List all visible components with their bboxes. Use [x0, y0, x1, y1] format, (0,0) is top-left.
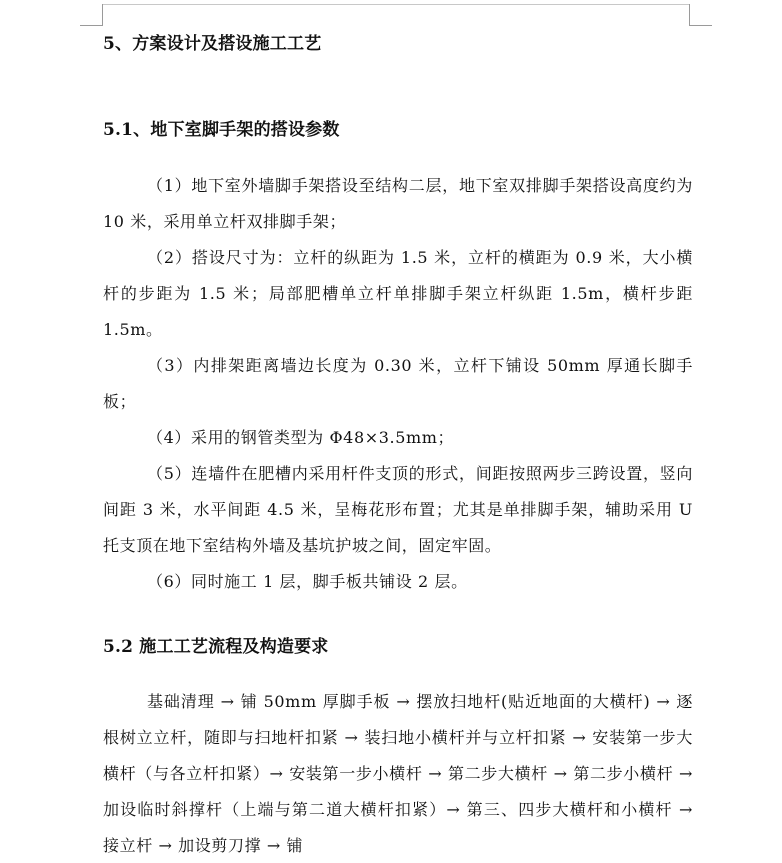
section-heading-5: 5、方案设计及搭设施工工艺 [103, 34, 322, 54]
paragraph-item-6: （6）同时施工 1 层，脚手板共铺设 2 层。 [147, 572, 468, 591]
crop-mark-top-right-horizontal [689, 25, 712, 26]
page-top-border [102, 4, 690, 5]
paragraph-item-5: （5）连墙件在肥槽内采用杆件支顶的形式，间距按照两步三跨设置，竖向间距 3 米，水平间距 4.5 米，呈梅花形布置；尤其是单排脚手架，辅助采用 U 托支顶在地下室结构外墙及基坑护坡之间，固定牢固。 [103, 464, 693, 555]
paragraph-item-2: （2）搭设尺寸为：立杆的纵距为 1.5 米，立杆的横距为 0.9 米，大小横杆的步距为 1.5 米；局部肥槽单立杆单排脚手架立杆纵距 1.5m，横杆步距 1.5m。 [103, 248, 693, 339]
paragraph-item-1: （1）地下室外墙脚手架搭设至结构二层，地下室双排脚手架搭设高度约为 10 米，采用单立杆双排脚手架； [103, 176, 693, 231]
paragraph-item-4: （4）采用的钢管类型为 Φ48×3.5mm； [147, 428, 455, 447]
paragraph-item-3: （3）内排架距离墙边长度为 0.30 米，立杆下铺设 50mm 厚通长脚手板； [103, 356, 693, 411]
crop-mark-top-right [689, 4, 690, 26]
crop-mark-top-left [102, 4, 103, 26]
section-heading-5-2: 5.2 施工工艺流程及构造要求 [103, 637, 329, 657]
section-heading-5-1: 5.1、地下室脚手架的搭设参数 [103, 120, 340, 140]
crop-mark-top-left-horizontal [80, 25, 103, 26]
process-flow-paragraph: 基础清理 → 铺 50mm 厚脚手板 → 摆放扫地杆(贴近地面的大横杆) → 逐根树立立杆，随即与扫地杆扣紧 → 装扫地小横杆并与立杆扣紧 → 安装第一步大横杆（与各立杆扣紧）→ 安装第一步小横杆 → 第二步大横杆 → 第二步小横杆 → 加设临时斜撑杆（上端与第二道大横杆扣紧）→ 第三、四步大横杆和小横杆 → 接立杆 → 加设剪刀撑 → 铺 [103, 692, 693, 855]
